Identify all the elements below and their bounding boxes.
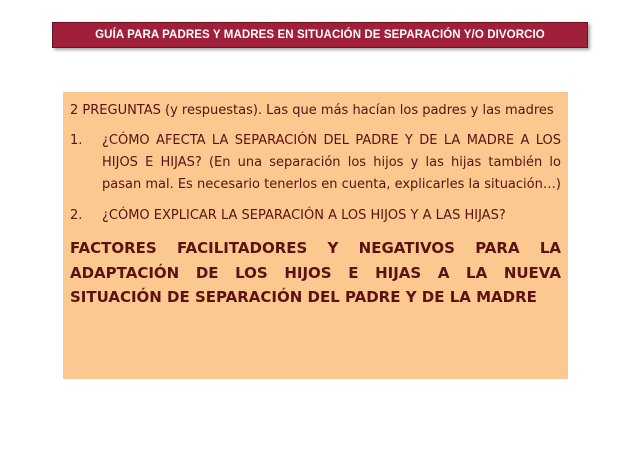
page-title: GUÍA PARA PADRES Y MADRES EN SITUACIÓN DE SEPARACIÓN Y/O DIVORCIO: [95, 29, 545, 41]
question-text: ¿CÓMO EXPLICAR LA SEPARACIÓN A LOS HIJOS Y A LAS HIJAS?: [102, 208, 506, 223]
question-item-1: [70, 130, 561, 196]
question-item-2: [70, 205, 561, 227]
factors-heading: FACTORES FACILITADORES Y NEGATIVOS PARA LA ADAPTACIÓN DE LOS HIJOS E HIJAS A LA NUEVA SITUACIÓN DE SEPARACIÓN DEL PADRE Y DE LA MADRE: [70, 239, 561, 306]
question-text: ¿CÓMO AFECTA LA SEPARACIÓN DEL PADRE Y DE LA MADRE A LOS HIJOS E HIJAS? (En una separación los hijos y las hijas también lo pasan mal. Es necesario tenerlos en cuenta, explicarles la situación…): [102, 133, 561, 192]
intro-text: 2 PREGUNTAS (y respuestas). Las que más hacían los padres y las madres: [70, 103, 554, 118]
question-number: 2.: [70, 208, 83, 223]
header-bar: [52, 22, 588, 48]
question-number: 1.: [70, 133, 83, 148]
content-box: [63, 92, 568, 379]
